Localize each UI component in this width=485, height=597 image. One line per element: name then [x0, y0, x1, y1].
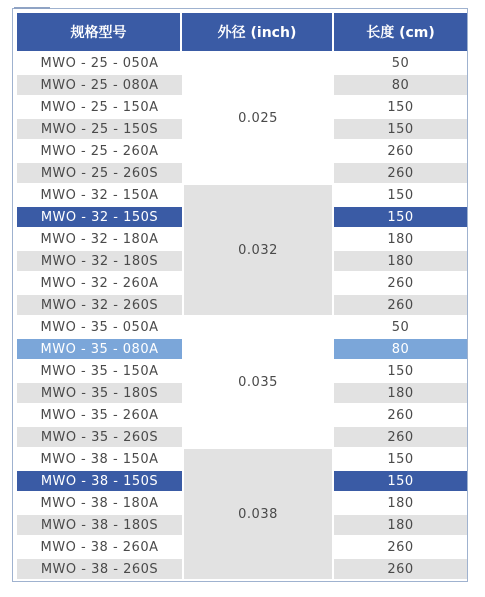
length-cell: 260: [334, 139, 467, 161]
spec-table: [17, 13, 467, 579]
model-cell: MWO - 35 - 050A: [17, 315, 182, 337]
length-cell: 260: [334, 403, 467, 425]
model-cell: MWO - 35 - 150A: [17, 359, 182, 381]
length-cell: 150: [334, 447, 467, 469]
model-cell: MWO - 35 - 180S: [17, 381, 182, 403]
header-length: 长度 (cm): [334, 13, 467, 51]
length-cell: 180: [334, 381, 467, 403]
length-cell: 260: [334, 557, 467, 579]
corner-mark: [14, 7, 50, 9]
table-body: [17, 51, 467, 579]
length-cell: 260: [334, 293, 467, 315]
model-cell: MWO - 32 - 150S: [17, 205, 182, 227]
model-cell: MWO - 35 - 260S: [17, 425, 182, 447]
diameter-cell: 0.025: [182, 51, 334, 183]
table-row: [17, 183, 467, 205]
length-cell: 150: [334, 469, 467, 491]
length-cell: 50: [334, 315, 467, 337]
model-cell: MWO - 25 - 260A: [17, 139, 182, 161]
model-cell: MWO - 32 - 260S: [17, 293, 182, 315]
diameter-cell: 0.032: [182, 183, 334, 315]
model-cell: MWO - 32 - 260A: [17, 271, 182, 293]
length-cell: 180: [334, 491, 467, 513]
length-cell: 180: [334, 227, 467, 249]
model-cell: MWO - 35 - 260A: [17, 403, 182, 425]
table-row: [17, 447, 467, 469]
header-model: 规格型号: [17, 13, 182, 51]
length-cell: 260: [334, 535, 467, 557]
model-cell: MWO - 32 - 180S: [17, 249, 182, 271]
length-cell: 150: [334, 183, 467, 205]
length-cell: 150: [334, 359, 467, 381]
model-cell: MWO - 25 - 150A: [17, 95, 182, 117]
model-cell: MWO - 38 - 260S: [17, 557, 182, 579]
length-cell: 150: [334, 117, 467, 139]
diameter-cell: 0.038: [182, 447, 334, 579]
model-cell: MWO - 25 - 080A: [17, 73, 182, 95]
length-cell: 260: [334, 161, 467, 183]
length-cell: 150: [334, 95, 467, 117]
model-cell: MWO - 32 - 180A: [17, 227, 182, 249]
model-cell: MWO - 38 - 150A: [17, 447, 182, 469]
model-cell: MWO - 38 - 180S: [17, 513, 182, 535]
model-cell: MWO - 25 - 260S: [17, 161, 182, 183]
diameter-cell: 0.035: [182, 315, 334, 447]
length-cell: 80: [334, 337, 467, 359]
table-row: [17, 315, 467, 337]
model-cell: MWO - 38 - 180A: [17, 491, 182, 513]
model-cell: MWO - 25 - 050A: [17, 51, 182, 73]
length-cell: 180: [334, 249, 467, 271]
length-cell: 260: [334, 425, 467, 447]
model-cell: MWO - 25 - 150S: [17, 117, 182, 139]
model-cell: MWO - 32 - 150A: [17, 183, 182, 205]
model-cell: MWO - 35 - 080A: [17, 337, 182, 359]
header-row: [17, 13, 467, 51]
length-cell: 50: [334, 51, 467, 73]
length-cell: 80: [334, 73, 467, 95]
table-row: [17, 51, 467, 73]
model-cell: MWO - 38 - 260A: [17, 535, 182, 557]
header-diameter: 外径 (inch): [182, 13, 334, 51]
length-cell: 150: [334, 205, 467, 227]
model-cell: MWO - 38 - 150S: [17, 469, 182, 491]
length-cell: 180: [334, 513, 467, 535]
length-cell: 260: [334, 271, 467, 293]
